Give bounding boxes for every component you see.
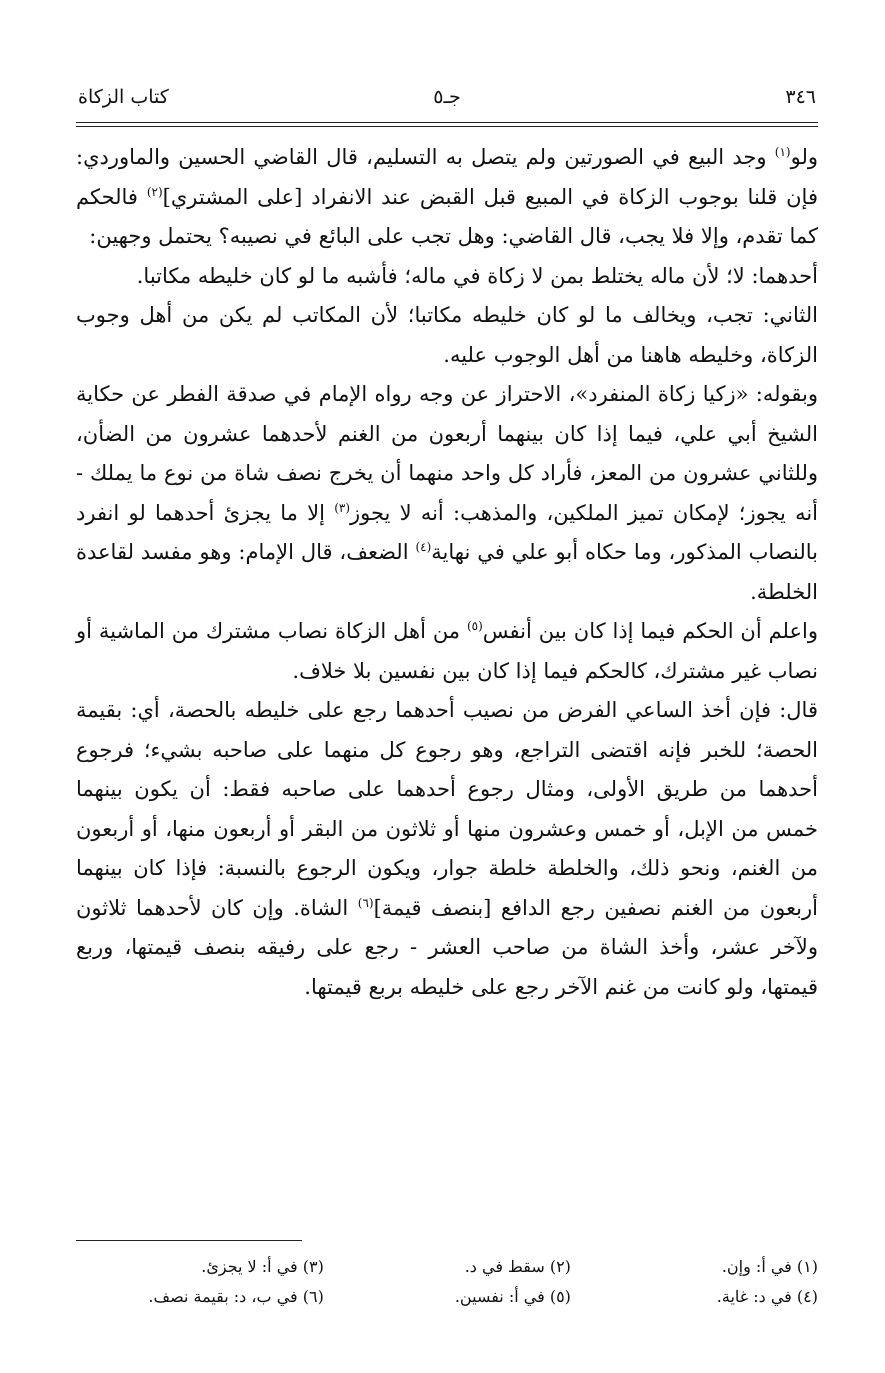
footnote-ref-3: (٣) [334,500,351,515]
footnote-3: (٣) في أ: لا يجزئ. [201,1257,324,1276]
text-run: وبقوله: «زكيا زكاة المنفرد»، الاحتراز عن وجه رواه الإمام في صدقة الفطر عن حكاية الشيخ أبي علي، فيما إذا كان بينهما أربعون من الغنم لأحدهما عشرون من الضأن، وللثاني عشرون من المعز، فأراد كل واحد منهما أن يخرج نصف شاة من نوع ما يملك - أنه يجوز؛ لإمكان تميز الملكين، والمذهب: أنه لا يجوز [76,382,819,525]
header-rule-thin [76,126,818,127]
paragraph-6 [76,691,818,1007]
volume-label: جـ٥ [433,86,461,108]
paragraph-2: أحدهما: لا؛ لأن ماله يختلط بمن لا زكاة في ماله؛ فأشبه ما لو كان خليطه مكاتبا. [136,263,818,288]
footnote-row [76,1282,818,1312]
footnote-ref-1: (١) [774,145,791,159]
footnote-1: (١) في أ: وإن. [721,1257,818,1276]
text-run: ولو [790,145,818,169]
footnote-5: (٥) في أ: نفسين. [454,1287,571,1306]
text-run: واعلم أن الحكم فيما إذا كان بين أنفس [482,619,819,643]
text-run: إلا ما يجزئ أحدهما لو انفرد بالنصاب المذكور، وما حكاه أبو علي في نهاية [76,500,818,564]
footnote-ref-6: (٦) [357,895,374,910]
page-number: ٣٤٦ [785,86,816,108]
page-header [78,82,816,118]
text-run: الضعف، قال الإمام: وهو مفسد لقاعدة الخلطة. [76,540,818,604]
book-title: كتاب الزكاة [78,86,169,108]
footnote-row [76,1252,818,1282]
header-rule-thick [76,122,818,123]
footnote-ref-5: (٥) [466,619,483,633]
footnote-separator [76,1240,302,1241]
footnote-4: (٤) في د: غاية. [716,1287,818,1306]
text-run: وجد البيع في الصورتين ولم يتصل به التسليم، قال القاضي الحسين والماوردي: فإن قلنا بوجوب الزكاة في المبيع قبل القبض عند الانفراد [على المشتري] [76,145,818,209]
text-run: من أهل الزكاة نصاب مشترك من الماشية أو نصاب غير مشترك، كالحكم فيما إذا كان بين نفسين بلا خلاف. [76,619,818,683]
paragraph-3: الثاني: تجب، ويخالف ما لو كان خليطه مكاتبا؛ لأن المكاتب لم يكن من أهل وجوب الزكاة، وخليطه هاهنا من أهل الوجوب عليه. [76,303,818,367]
text-run: الشاة. وإن كان لأحدهما ثلاثون ولآخر عشر، وأخذ الشاة من صاحب العشر - رجع على رفيقه بنصف قيمتها، وربع قيمتها، ولو كانت من غنم الآخر رجع على خليطه بربع قيمتها. [76,895,818,999]
main-text [76,138,818,1007]
paragraph-5 [76,612,818,691]
text-run: فالحكم كما تقدم، وإلا فلا يجب، قال القاضي: وهل تجب على البائع في نصيبه؟ يحتمل وجهين: [76,184,818,248]
footnote-6: (٦) في ب، د: بقيمة نصف. [148,1287,324,1306]
text-run: قال: فإن أخذ الساعي الفرض من نصيب أحدهما رجع على خليطه بالحصة، أي: بقيمة الحصة؛ للخبر فإنه اقتضى التراجع، وهو رجوع كل منهما على صاحبه بشيء؛ فرجوع أحدهما من طريق الأولى، ومثال رجوع أحدهما على صاحبه فقط: أن يكون بينهما خمس من الإبل، أو خمس وعشرون منها أو ثلاثون من البقر أو أربعون منها، أو أربعون من الغنم، ونحو ذلك، والخلطة خلطة جوار، ويكون الرجوع بالنسبة: فإذا كان بينهما أربعون من الغنم نصفين رجع الدافع [بنصف قيمة] [76,698,818,920]
footnote-ref-4: (٤) [415,540,432,554]
footnotes [76,1252,818,1312]
footnote-2: (٢) سقط في د. [464,1257,571,1276]
paragraph-4 [76,375,818,612]
paragraph-1 [76,138,818,257]
footnote-ref-2: (٢) [146,184,163,199]
